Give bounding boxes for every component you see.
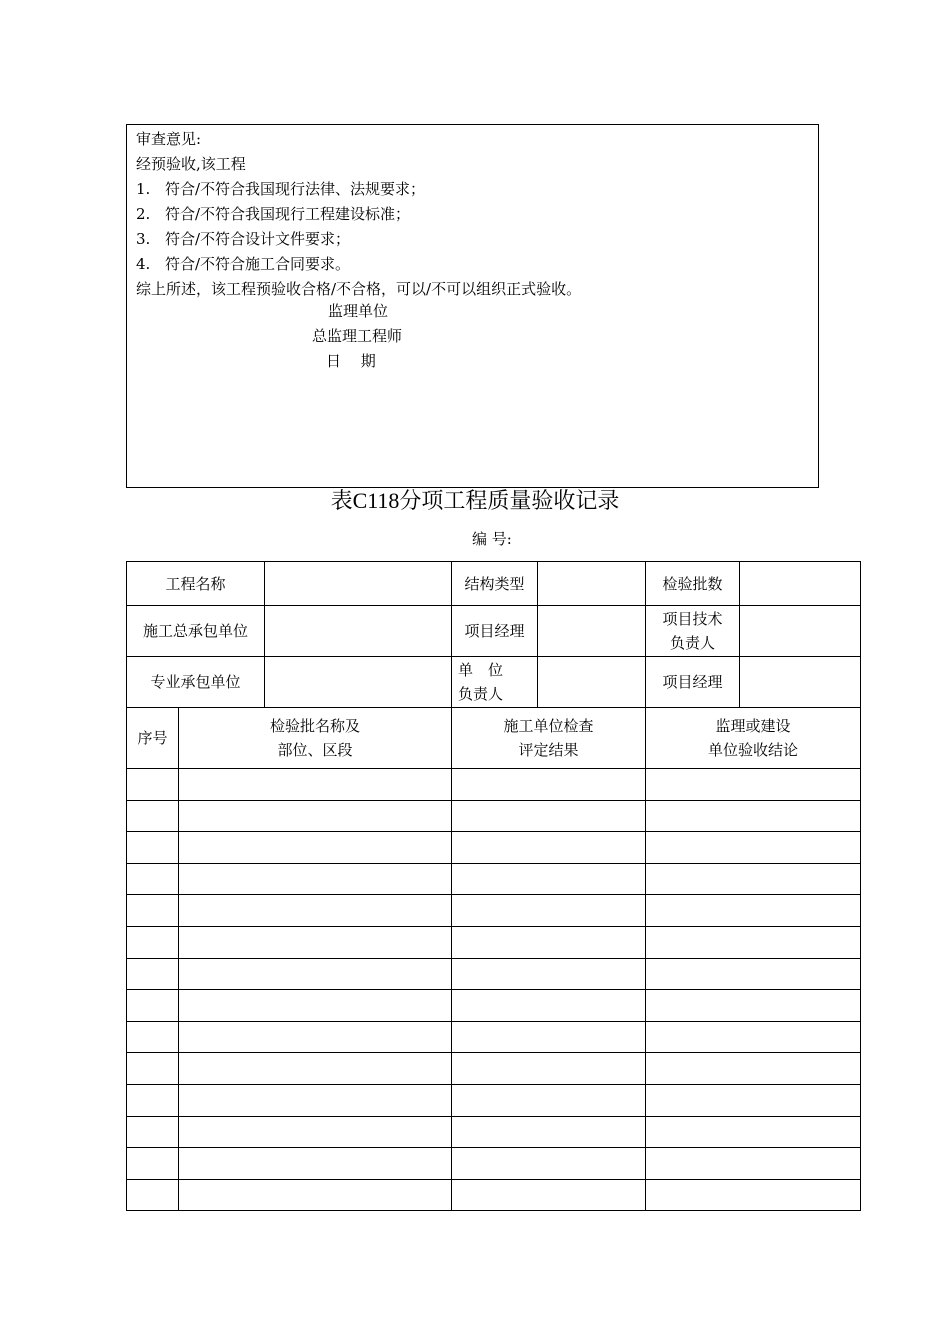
supervision-conclusion-cell[interactable] — [646, 863, 861, 895]
batch-name-cell[interactable] — [179, 1148, 452, 1180]
supervision-conclusion-header-line-1: 监理或建设 — [715, 717, 791, 735]
review-item-number: 2. — [136, 205, 151, 223]
construction-result-cell[interactable] — [452, 800, 646, 832]
form-title: 表C118分项工程质量验收记录 — [330, 488, 620, 513]
supervision-conclusion-cell[interactable] — [646, 895, 861, 927]
seq-cell[interactable] — [127, 1148, 179, 1180]
seq-cell[interactable] — [127, 863, 179, 895]
review-heading: 审查意见: — [136, 130, 202, 148]
unit-lead-field[interactable] — [538, 657, 646, 708]
construction-result-header-line-2: 评定结果 — [518, 741, 579, 759]
batch-name-cell[interactable] — [179, 990, 452, 1022]
unit-lead-line-1: 单 位 — [458, 661, 504, 679]
general-contractor-label: 施工总承包单位 — [127, 606, 265, 657]
form-number-label: 编 号: — [472, 530, 512, 548]
specialty-contractor-field[interactable] — [265, 657, 452, 708]
construction-result-cell[interactable] — [452, 1084, 646, 1116]
construction-result-cell[interactable] — [452, 990, 646, 1022]
table-row — [127, 1148, 861, 1180]
construction-result-cell[interactable] — [452, 1021, 646, 1053]
structure-type-field[interactable] — [538, 562, 646, 606]
seq-cell[interactable] — [127, 1053, 179, 1085]
seq-cell[interactable] — [127, 769, 179, 801]
review-intro: 经预验收,该工程 — [136, 155, 246, 173]
supervision-conclusion-cell[interactable] — [646, 1021, 861, 1053]
review-item-text: 符合/不符合我国现行工程建设标准； — [165, 205, 411, 223]
batch-name-cell[interactable] — [179, 832, 452, 864]
project-manager-field[interactable] — [538, 606, 646, 657]
table-row — [127, 1053, 861, 1085]
review-item-3 — [136, 227, 809, 252]
supervision-conclusion-cell[interactable] — [646, 990, 861, 1022]
batch-name-header — [179, 708, 452, 769]
table-row — [127, 832, 861, 864]
tech-lead-field[interactable] — [740, 606, 861, 657]
review-item-text: 符合/不符合我国现行法律、法规要求； — [165, 180, 426, 198]
construction-result-cell[interactable] — [452, 863, 646, 895]
supervision-conclusion-cell[interactable] — [646, 1148, 861, 1180]
construction-result-cell[interactable] — [452, 895, 646, 927]
project-name-label: 工程名称 — [127, 562, 265, 606]
review-item-number: 3. — [136, 230, 151, 248]
table-row — [127, 926, 861, 958]
construction-result-cell[interactable] — [452, 1179, 646, 1211]
tech-lead-label — [646, 606, 740, 657]
table-row — [127, 863, 861, 895]
supervision-conclusion-cell[interactable] — [646, 1116, 861, 1148]
batch-name-cell[interactable] — [179, 800, 452, 832]
batch-count-label: 检验批数 — [646, 562, 740, 606]
table-row — [127, 958, 861, 990]
seq-cell[interactable] — [127, 895, 179, 927]
batch-name-cell[interactable] — [179, 769, 452, 801]
seq-cell[interactable] — [127, 800, 179, 832]
supervision-conclusion-cell[interactable] — [646, 1179, 861, 1211]
specialty-contractor-label: 专业承包单位 — [127, 657, 265, 708]
chief-engineer-label: 总监理工程师 — [312, 327, 403, 345]
construction-result-cell[interactable] — [452, 958, 646, 990]
review-summary: 综上所述，该工程预验收合格/不合格，可以/不可以组织正式验收。 — [136, 280, 582, 298]
supervision-conclusion-cell[interactable] — [646, 832, 861, 864]
supervisor-unit-label: 监理单位 — [328, 302, 389, 320]
batch-name-cell[interactable] — [179, 895, 452, 927]
construction-result-header — [452, 708, 646, 769]
project-manager-label: 项目经理 — [452, 606, 538, 657]
supervision-conclusion-cell[interactable] — [646, 958, 861, 990]
project-name-field[interactable] — [265, 562, 452, 606]
seq-cell[interactable] — [127, 1116, 179, 1148]
batch-name-header-line-2: 部位、区段 — [277, 741, 353, 759]
seq-cell[interactable] — [127, 926, 179, 958]
project-manager-2-field[interactable] — [740, 657, 861, 708]
review-item-text: 符合/不符合施工合同要求。 — [165, 255, 351, 273]
supervision-conclusion-cell[interactable] — [646, 926, 861, 958]
tech-lead-line-2: 负责人 — [670, 634, 716, 652]
review-item-number: 4. — [136, 255, 151, 273]
batch-name-cell[interactable] — [179, 1084, 452, 1116]
batch-name-header-line-1: 检验批名称及 — [270, 717, 361, 735]
construction-result-cell[interactable] — [452, 926, 646, 958]
review-item-text: 符合/不符合设计文件要求； — [165, 230, 351, 248]
supervision-conclusion-header — [646, 708, 861, 769]
review-item-number: 1. — [136, 180, 151, 198]
table-row — [127, 1116, 861, 1148]
table-row — [127, 1084, 861, 1116]
construction-result-cell[interactable] — [452, 1148, 646, 1180]
review-opinion-box — [126, 124, 819, 488]
construction-result-cell[interactable] — [452, 832, 646, 864]
batch-name-cell[interactable] — [179, 926, 452, 958]
supervision-conclusion-cell[interactable] — [646, 769, 861, 801]
review-item-4 — [136, 252, 809, 277]
seq-cell[interactable] — [127, 1084, 179, 1116]
tech-lead-line-1: 项目技术 — [662, 610, 723, 628]
date-label: 日 期 — [326, 352, 376, 370]
seq-cell[interactable] — [127, 832, 179, 864]
supervision-conclusion-header-line-2: 单位验收结论 — [708, 741, 799, 759]
table-row — [127, 895, 861, 927]
seq-header: 序号 — [127, 708, 179, 769]
construction-result-cell[interactable] — [452, 769, 646, 801]
seq-cell[interactable] — [127, 1021, 179, 1053]
general-contractor-field[interactable] — [265, 606, 452, 657]
unit-lead-label — [452, 657, 538, 708]
table-row — [127, 800, 861, 832]
batch-name-cell[interactable] — [179, 1021, 452, 1053]
batch-name-cell[interactable] — [179, 1116, 452, 1148]
table-row — [127, 1179, 861, 1211]
table-row — [127, 1021, 861, 1053]
table-row — [127, 990, 861, 1022]
construction-result-cell[interactable] — [452, 1116, 646, 1148]
construction-result-cell[interactable] — [452, 1053, 646, 1085]
review-item-1 — [136, 177, 809, 202]
batch-name-cell[interactable] — [179, 958, 452, 990]
batch-count-field[interactable] — [740, 562, 861, 606]
review-item-2 — [136, 202, 809, 227]
seq-cell[interactable] — [127, 958, 179, 990]
construction-result-header-line-1: 施工单位检查 — [503, 717, 594, 735]
seq-cell[interactable] — [127, 1179, 179, 1211]
batch-name-cell[interactable] — [179, 863, 452, 895]
supervision-conclusion-cell[interactable] — [646, 1084, 861, 1116]
batch-name-cell[interactable] — [179, 1179, 452, 1211]
structure-type-label: 结构类型 — [452, 562, 538, 606]
unit-lead-line-2: 负责人 — [458, 685, 504, 703]
seq-cell[interactable] — [127, 990, 179, 1022]
project-manager-2-label: 项目经理 — [646, 657, 740, 708]
table-row — [127, 769, 861, 801]
supervision-conclusion-cell[interactable] — [646, 1053, 861, 1085]
batch-name-cell[interactable] — [179, 1053, 452, 1085]
acceptance-record-table — [126, 561, 861, 1211]
supervision-conclusion-cell[interactable] — [646, 800, 861, 832]
